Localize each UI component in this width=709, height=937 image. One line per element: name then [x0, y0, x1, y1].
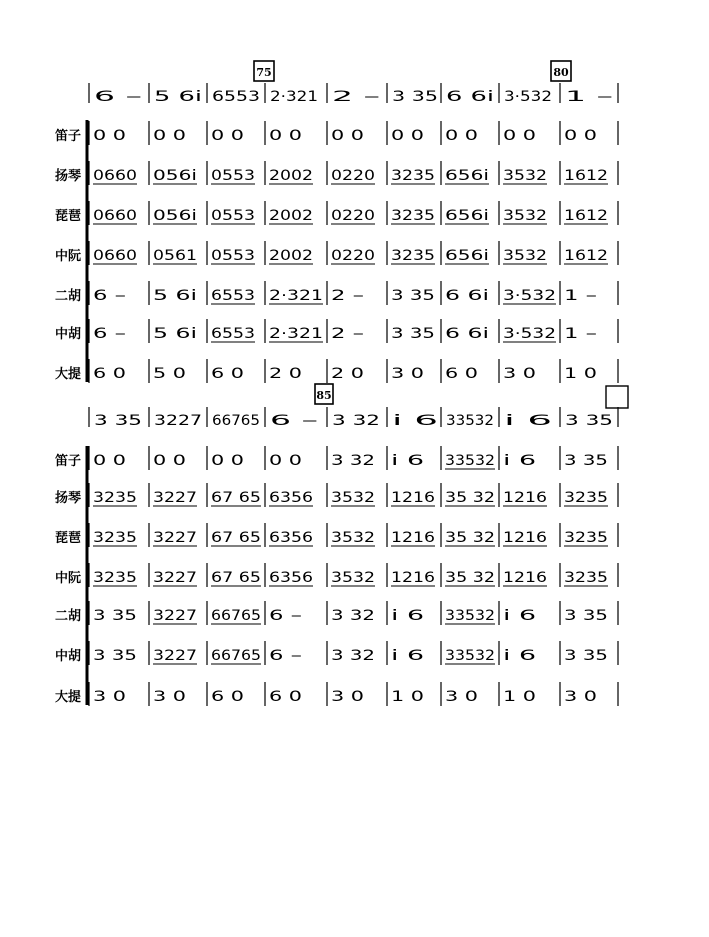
- measure-notes: 1 –: [564, 326, 597, 342]
- measure-notes: 0553: [211, 248, 255, 264]
- rehearsal-mark: 75: [256, 66, 272, 79]
- measure-notes: 1216: [391, 570, 436, 586]
- measure-notes: 6 0: [211, 689, 244, 705]
- measure-notes: 1216: [503, 570, 548, 586]
- measure-notes: 6356: [269, 490, 314, 506]
- measure-notes: 5 0: [153, 366, 186, 382]
- measure-notes: i 6: [503, 608, 537, 624]
- measure-notes: 3235: [564, 530, 608, 546]
- measure-notes: 66765: [211, 608, 261, 624]
- staff-row: [55, 281, 618, 305]
- measure-notes: 3235: [93, 570, 137, 586]
- measure-notes: 3 0: [503, 366, 536, 382]
- staff-row: [55, 121, 618, 145]
- staff-row: [55, 241, 618, 265]
- instrument-label: 笛子: [55, 454, 82, 469]
- measure-notes: 0553: [211, 168, 255, 184]
- header-measure: 2·321: [270, 89, 318, 105]
- measure-notes: 6356: [269, 570, 314, 586]
- measure-notes: 3 32: [331, 453, 375, 469]
- measure-notes: 0660: [93, 208, 137, 224]
- measure-notes: 6 6i: [445, 288, 489, 304]
- measure-notes: 656i: [445, 168, 489, 184]
- measure-notes: 1612: [564, 168, 608, 184]
- measure-notes: 0 0: [331, 128, 364, 144]
- measure-notes: 6553: [211, 326, 255, 342]
- measure-notes: 3227: [153, 570, 197, 586]
- measure-notes: 6 –: [93, 288, 126, 304]
- instrument-label: 二胡: [55, 289, 82, 304]
- measure-notes: 3227: [153, 530, 197, 546]
- score-system-1: [55, 61, 618, 383]
- measure-notes: 35 32: [445, 530, 495, 546]
- measure-notes: 5 6i: [153, 326, 197, 342]
- staff-row: [55, 563, 618, 587]
- measure-notes: 1 0: [503, 689, 536, 705]
- measure-notes: 3 0: [331, 689, 364, 705]
- measure-notes: 0220: [331, 168, 375, 184]
- header-measure: 6 6i: [446, 89, 494, 105]
- instrument-label: 中胡: [55, 649, 82, 664]
- measure-notes: 5 6i: [153, 288, 197, 304]
- measure-notes: i 6: [503, 453, 537, 469]
- header-measure: 1 –: [565, 89, 613, 105]
- measure-notes: 3·532: [503, 326, 556, 342]
- measure-notes: 3227: [153, 608, 197, 624]
- measure-notes: 33532: [445, 453, 495, 469]
- measure-notes: 3 32: [331, 648, 375, 664]
- staff-row: [55, 601, 618, 625]
- measure-notes: i 6: [391, 648, 425, 664]
- instrument-label: 二胡: [55, 609, 82, 624]
- measure-notes: 3 0: [153, 689, 186, 705]
- measure-notes: 2 –: [331, 288, 364, 304]
- staff-row: [55, 483, 618, 507]
- instrument-label: 大提: [55, 690, 82, 705]
- measure-notes: 3227: [153, 490, 197, 506]
- measure-notes: i 6: [391, 453, 425, 469]
- empty-box: [606, 386, 628, 408]
- measure-notes: 0 0: [391, 128, 424, 144]
- measure-notes: 1612: [564, 248, 608, 264]
- header-measure: 3227: [154, 413, 202, 429]
- measure-notes: 0 0: [211, 128, 244, 144]
- header-measure: 6553: [212, 89, 260, 105]
- measure-notes: 656i: [445, 208, 489, 224]
- measure-notes: 67 65: [211, 570, 261, 586]
- instrument-label: 琵琶: [55, 531, 82, 546]
- measure-notes: 3 0: [564, 689, 597, 705]
- header-measure: 3 35: [565, 413, 613, 429]
- header-measure: 5 6i: [154, 89, 202, 105]
- measure-notes: 3235: [564, 490, 608, 506]
- measure-notes: 0 0: [93, 128, 126, 144]
- header-measure: i 6: [504, 413, 553, 429]
- measure-notes: 0 0: [211, 453, 244, 469]
- measure-notes: 3 0: [445, 689, 478, 705]
- instrument-label: 琵琶: [55, 209, 82, 224]
- staff-row: [55, 359, 618, 383]
- measure-notes: 35 32: [445, 570, 495, 586]
- measure-notes: 6553: [211, 288, 255, 304]
- staff-row: [55, 446, 618, 470]
- header-measure: 6 –: [270, 413, 318, 429]
- measure-notes: 3 32: [331, 608, 375, 624]
- measure-notes: 3532: [503, 248, 547, 264]
- measure-notes: 6 0: [269, 689, 302, 705]
- instrument-label: 中阮: [55, 571, 82, 586]
- measure-notes: 3 35: [564, 608, 608, 624]
- header-measure: 3 35: [94, 413, 142, 429]
- measure-notes: 6356: [269, 530, 314, 546]
- header-measure: 3 32: [332, 413, 380, 429]
- instrument-label: 中阮: [55, 249, 82, 264]
- staff-row: [55, 319, 618, 343]
- measure-notes: 0 0: [153, 453, 186, 469]
- score-system-2: [55, 384, 628, 706]
- measure-notes: 0 0: [153, 128, 186, 144]
- measure-notes: 1 –: [564, 288, 597, 304]
- measure-notes: 1 0: [564, 366, 597, 382]
- measure-notes: 3532: [503, 168, 547, 184]
- measure-notes: 6 –: [269, 648, 302, 664]
- measure-notes: 1 0: [391, 689, 424, 705]
- measure-notes: 3235: [93, 490, 137, 506]
- header-measure: 33532: [446, 413, 494, 429]
- measure-notes: 3 35: [391, 288, 435, 304]
- measure-notes: 0220: [331, 248, 375, 264]
- measure-notes: 0 0: [445, 128, 478, 144]
- measure-notes: 1216: [503, 530, 548, 546]
- measure-notes: 0660: [93, 168, 137, 184]
- measure-notes: 2·321: [269, 326, 323, 342]
- measure-notes: 3532: [503, 208, 547, 224]
- measure-notes: 3 35: [93, 608, 137, 624]
- measure-notes: 1216: [503, 490, 548, 506]
- measure-notes: 3227: [153, 648, 197, 664]
- measure-notes: 2002: [269, 168, 313, 184]
- measure-notes: 3 35: [93, 648, 137, 664]
- measure-notes: 6 0: [211, 366, 244, 382]
- instrument-label: 大提: [55, 367, 82, 382]
- measure-notes: 0553: [211, 208, 255, 224]
- measure-notes: 6 –: [93, 326, 126, 342]
- staff-row: [55, 201, 618, 225]
- measure-notes: 1612: [564, 208, 608, 224]
- measure-notes: 3 0: [391, 366, 424, 382]
- staff-row: [55, 161, 618, 185]
- measure-notes: 6 –: [269, 608, 302, 624]
- measure-notes: 056i: [153, 208, 197, 224]
- measure-notes: 3532: [331, 570, 375, 586]
- staff-row: [55, 682, 618, 706]
- measure-notes: 056i: [153, 168, 197, 184]
- measure-notes: 1216: [391, 490, 436, 506]
- measure-notes: i 6: [391, 608, 425, 624]
- measure-notes: 33532: [445, 648, 495, 664]
- measure-notes: 3235: [93, 530, 137, 546]
- instrument-label: 笛子: [55, 129, 82, 144]
- measure-notes: 3 35: [564, 453, 608, 469]
- staff-row: [55, 523, 618, 547]
- measure-notes: 0220: [331, 208, 375, 224]
- measure-notes: 3235: [391, 208, 435, 224]
- measure-notes: 3235: [391, 168, 435, 184]
- measure-notes: 0 0: [93, 453, 126, 469]
- rehearsal-mark: 80: [553, 66, 569, 79]
- measure-notes: i 6: [503, 648, 537, 664]
- header-measure: i 6: [392, 413, 439, 429]
- measure-notes: 0 0: [269, 128, 302, 144]
- rehearsal-mark: 85: [316, 389, 332, 402]
- measure-notes: 2 0: [331, 366, 364, 382]
- measure-notes: 2002: [269, 208, 313, 224]
- measure-notes: 3·532: [503, 288, 556, 304]
- measure-notes: 67 65: [211, 530, 261, 546]
- measure-notes: 3 35: [564, 648, 608, 664]
- measure-notes: 33532: [445, 608, 495, 624]
- measure-notes: 67 65: [211, 490, 261, 506]
- measure-notes: 3 0: [93, 689, 126, 705]
- instrument-label: 中胡: [55, 327, 82, 342]
- measure-notes: 6 6i: [445, 326, 489, 342]
- header-measure: 3·532: [504, 89, 552, 105]
- measure-notes: 0561: [153, 248, 197, 264]
- measure-notes: 0 0: [564, 128, 597, 144]
- measure-notes: 3532: [331, 490, 375, 506]
- measure-notes: 66765: [211, 648, 261, 664]
- measure-notes: 2002: [269, 248, 313, 264]
- measure-notes: 3235: [391, 248, 435, 264]
- header-measure: 2 –: [332, 89, 380, 105]
- measure-notes: 0 0: [269, 453, 302, 469]
- measure-notes: 3235: [564, 570, 608, 586]
- measure-notes: 2·321: [269, 288, 323, 304]
- measure-notes: 6 0: [93, 366, 126, 382]
- measure-notes: 2 0: [269, 366, 302, 382]
- measure-notes: 0660: [93, 248, 137, 264]
- header-measure: 66765: [212, 413, 260, 429]
- staff-row: [55, 641, 618, 665]
- measure-notes: 2 –: [331, 326, 364, 342]
- measure-notes: 1216: [391, 530, 436, 546]
- instrument-label: 扬琴: [55, 169, 82, 184]
- measure-notes: 656i: [445, 248, 489, 264]
- measure-notes: 0 0: [503, 128, 536, 144]
- instrument-label: 扬琴: [55, 491, 82, 506]
- measure-notes: 35 32: [445, 490, 495, 506]
- measure-notes: 6 0: [445, 366, 478, 382]
- measure-notes: 3532: [331, 530, 375, 546]
- measure-notes: 3 35: [391, 326, 435, 342]
- header-measure: 6 –: [94, 89, 142, 105]
- header-measure: 3 35: [392, 89, 438, 105]
